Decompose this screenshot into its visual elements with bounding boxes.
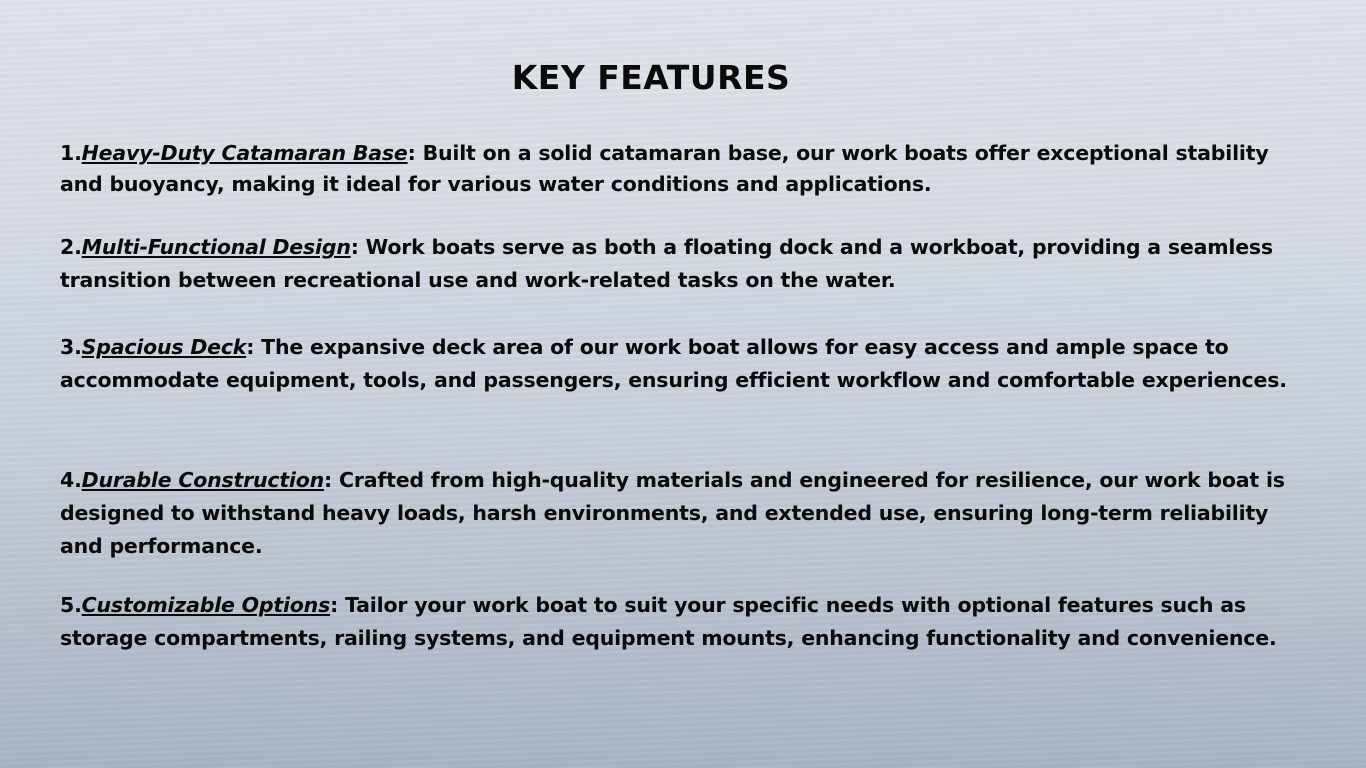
feature-number: 1. bbox=[60, 141, 82, 165]
feature-number: 2. bbox=[60, 235, 82, 259]
feature-name: Multi-Functional Design bbox=[81, 235, 351, 259]
feature-number: 5. bbox=[60, 593, 82, 617]
feature-number: 3. bbox=[60, 335, 82, 359]
feature-item bbox=[60, 138, 1300, 200]
feature-name: Customizable Options bbox=[81, 593, 331, 617]
feature-description: : Crafted from high-quality materials and engineered for resilience, our work boat is designed to withstand heavy loads, harsh environments, and extended use, ensuring long-term reliability and performance. bbox=[60, 468, 1285, 558]
feature-description: : Work boats serve as both a floating dock and a workboat, providing a seamless transition between recreational use and work-related tasks on the water. bbox=[60, 235, 1273, 292]
feature-number: 4. bbox=[60, 468, 82, 492]
feature-item bbox=[60, 331, 1300, 397]
page-title: KEY FEATURES bbox=[511, 58, 791, 97]
feature-item bbox=[60, 231, 1300, 297]
feature-item bbox=[60, 464, 1300, 563]
feature-description: : Built on a solid catamaran base, our work boats offer exceptional stability and buoyancy, making it ideal for various water conditions and applications. bbox=[60, 141, 1269, 196]
feature-description: : The expansive deck area of our work boat allows for easy access and ample space to accommodate equipment, tools, and passengers, ensuring efficient workflow and comfortable experiences. bbox=[60, 335, 1287, 392]
feature-item bbox=[60, 589, 1300, 655]
feature-name: Spacious Deck bbox=[81, 335, 247, 359]
feature-name: Heavy-Duty Catamaran Base bbox=[81, 141, 408, 165]
feature-name: Durable Construction bbox=[81, 468, 325, 492]
feature-description: : Tailor your work boat to suit your specific needs with optional features such as storage compartments, railing systems, and equipment mounts, enhancing functionality and convenience. bbox=[60, 593, 1277, 650]
